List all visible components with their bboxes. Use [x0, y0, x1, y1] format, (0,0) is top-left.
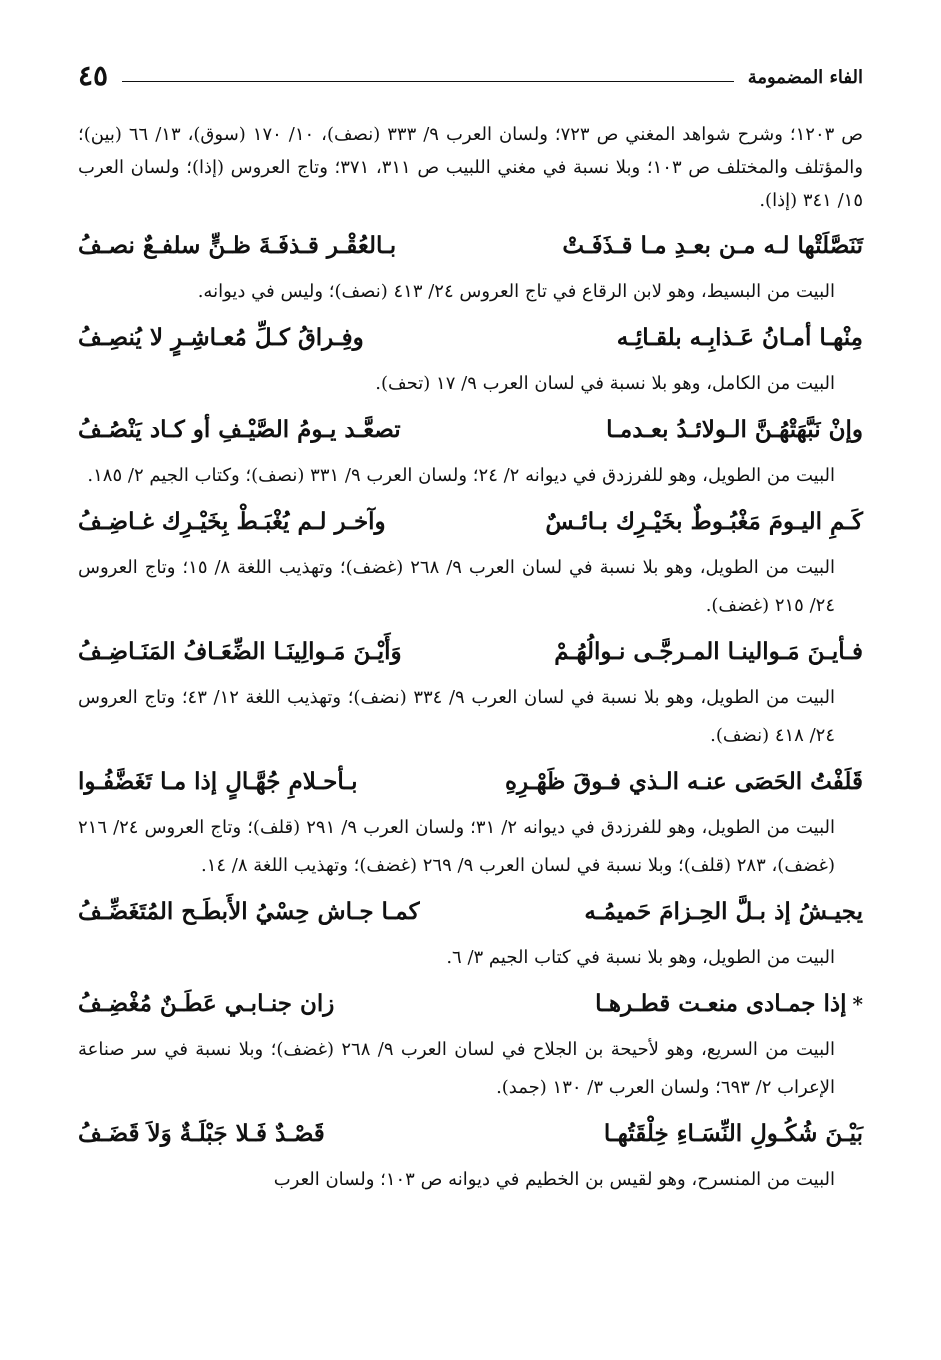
verse-source-note: البيت من الطويل، وهو للفرزدق في ديوانه ٢/ ٣١؛ ولسان العرب ٩/ ٢٩١ (قلف)؛ وتاج العروس ٢٤/ ٢١٦ (غضف)، ٢٨٣ (قلف)؛ وبلا نسبة في لسان العرب ٩/ ٢٦٩ (غضف)؛ وتهذيب اللغة ٨/ ١٤. — [78, 817, 836, 876]
verse-second-hemistich: بـالعُقْـر قـذفَـةَ ظـنٍّ سلفـعٌ نصـفُ — [78, 232, 397, 259]
verse-second-hemistich: زان جنـابـي عَطَـنٌ مُغْضِـفُ — [78, 990, 335, 1017]
page-header — [78, 56, 863, 96]
verse-second-hemistich: وَأَيْـنَ مَـوالِينَـا الضِّعَـافُ المَنَـاضِـفُ — [78, 638, 402, 665]
page-content — [78, 118, 863, 1203]
verse-second-hemistich: قَصْـدٌ فَـلا جَبْلَـةٌ وَلاَ قَضَـفُ — [78, 1120, 325, 1147]
verse-6 — [78, 759, 863, 805]
verse-first-hemistich: كَـمِ اليـومَ مَغْبُـوطٌ بخَيْـرِك بـائـسٌ — [545, 508, 863, 535]
asterisk-marker: * — [852, 992, 863, 1016]
verse-source-note: البيت من السريع، وهو لأحيحة بن الجلاح في لسان العرب ٩/ ٢٦٨ (غضف)؛ وبلا نسبة في سر صناعة الإعراب ٢/ ٦٩٣؛ ولسان العرب ٣/ ١٣٠ (جمد). — [78, 1039, 836, 1098]
verse-first-hemistich — [595, 981, 863, 1027]
verse-4 — [78, 499, 863, 545]
verse-first-hemistich: بَيْـنَ شُكُـولِ النِّسَـاءِ خِلْقَتُهـا — [603, 1120, 863, 1147]
verse-first-hemistich: قَلَفْتُ الحَصَى عنـه الـذي فـوقَ ظَهْـرِهِ — [504, 768, 863, 795]
verse-source-note: البيت من الطويل، وهو للفرزدق في ديوانه ٢/ ٢٤؛ ولسان العرب ٩/ ٣٣١ (نصف)؛ وكتاب الجيم ٢/ ١٨٥. — [87, 465, 835, 486]
verse-first-hemistich: وإنْ نَبَّهَتْهُـنَّ الـولائـدُ بعـدمـا — [606, 416, 863, 443]
verse-first-hemistich-text: إذا جمـادى منعـت قطـرهـا — [595, 990, 847, 1017]
verse-source-note: البيت من الكامل، وهو بلا نسبة في لسان العرب ٩/ ١٧ (تحف). — [375, 373, 835, 394]
verse-second-hemistich: وفِـراقُ كـلِّ مُعـاشِـرٍ لا يُنصِـفُ — [78, 324, 364, 351]
verse-3 — [78, 407, 863, 453]
header-rule — [122, 81, 734, 82]
verse-first-hemistich: فـأيـنَ مَـوالينـا المـرجَّـى نـوالُهُـمْ — [554, 638, 863, 665]
verse-second-hemistich: بـأحـلامِ جُهَّـالٍ إذا مـا تَغَضَّفُـوا — [78, 768, 358, 795]
verse-source-note: البيت من الطويل، وهو بلا نسبة في كتاب الجيم ٣/ ٦. — [446, 947, 835, 968]
verse-second-hemistich: وآخـر لـم يُغْبَـطْ بِخَيْـرِك غـاضِـفُ — [78, 508, 386, 535]
verse-5 — [78, 629, 863, 675]
verse-1 — [78, 223, 863, 269]
page-number: ٤٥ — [78, 59, 109, 92]
intro-note: ص ١٢٠٣؛ وشرح شواهد المغني ص ٧٢٣؛ ولسان العرب ٩/ ٣٣٣ (نصف)، ١٠/ ١٧٠ (سوق)، ١٣/ ٦٦ (بين)؛ والمؤتلف والمختلف ص ١٠٣؛ وبلا نسبة في مغني اللبيب ص ٣١١، ٣٧١؛ وتاج العروس (إذا)؛ ولسان العرب ١٥/ ٣٤١ (إذا). — [78, 124, 864, 211]
verse-source-note: البيت من البسيط، وهو لابن الرقاع في تاج العروس ٢٤/ ٤١٣ (نصف)؛ وليس في ديوانه. — [197, 281, 835, 302]
verse-first-hemistich: تَنَصَّلَتْها لـه مـن بعـدِ مـا قـذَفَـتْ — [562, 232, 863, 259]
verse-first-hemistich: مِنْهـا أمـانُ عَـذابِـه بلقـائِـه — [616, 324, 863, 351]
verse-source-note: البيت من الطويل، وهو بلا نسبة في لسان العرب ٩/ ٣٣٤ (نضف)؛ وتهذيب اللغة ١٢/ ٤٣؛ وتاج العروس ٢٤/ ٤١٨ (نضف). — [78, 687, 835, 746]
verse-first-hemistich: يجيـشُ إذ بـلَّ الحِـزامَ حَميمُـه — [584, 898, 863, 925]
verse-source-note: البيت من المنسرح، وهو لقيس بن الخطيم في ديوانه ص ١٠٣؛ ولسان العرب — [273, 1169, 835, 1190]
running-head: الفاء المضمومة — [747, 67, 863, 88]
verse-7 — [78, 889, 863, 935]
verse-second-hemistich: كمـا جـاش حِسْيُ الأَبطَـح المُتَغَضِّـفُ — [78, 898, 420, 925]
verse-9 — [78, 1111, 863, 1157]
verse-8 — [78, 981, 863, 1027]
verse-source-note: البيت من الطويل، وهو بلا نسبة في لسان العرب ٩/ ٢٦٨ (غضف)؛ وتهذيب اللغة ٨/ ١٥؛ وتاج العروس ٢٤/ ٢١٥ (غضف). — [78, 557, 835, 616]
verse-2 — [78, 315, 863, 361]
verse-second-hemistich: تصعَّـد يـومُ الصَّيْـفِ أو كـاد يَنْصُـفُ — [78, 416, 401, 443]
